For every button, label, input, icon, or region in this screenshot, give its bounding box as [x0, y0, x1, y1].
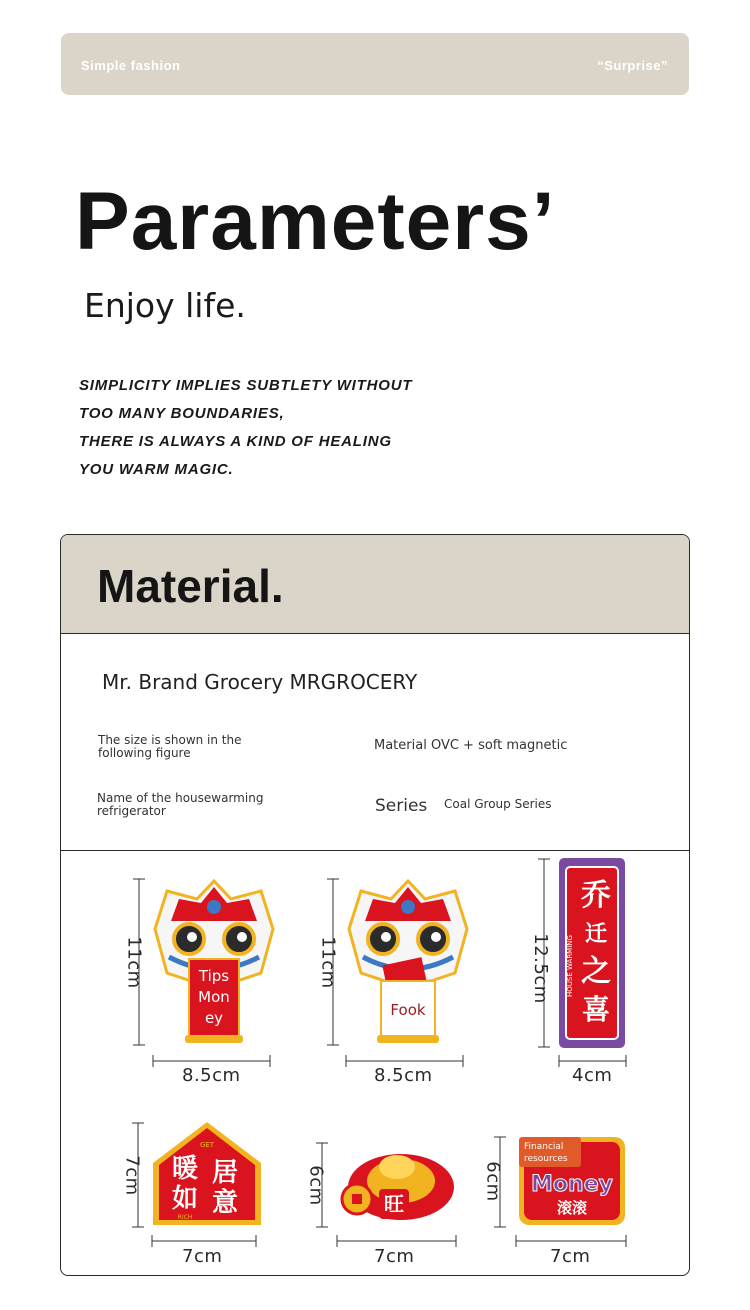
product-text: 居	[211, 1158, 239, 1188]
page-title: Parameters’	[75, 176, 556, 267]
product-text: 迁	[584, 922, 608, 947]
height-label: 11cm	[123, 936, 145, 989]
material-title: Material.	[97, 560, 284, 612]
motto-line: THERE IS ALWAYS A KIND OF HEALING	[79, 433, 392, 450]
product-text: Tips	[198, 967, 230, 985]
height-label: 11cm	[317, 936, 339, 989]
material-info	[61, 634, 689, 851]
width-label: 7cm	[374, 1246, 415, 1267]
product-tag-text: Financial	[524, 1142, 564, 1152]
width-label: 8.5cm	[182, 1065, 241, 1086]
product-text: 之	[581, 954, 611, 989]
height-label: 6cm	[482, 1161, 504, 1202]
gold-ingot-illustration	[335, 1141, 457, 1227]
product-text: 意	[211, 1188, 239, 1218]
product-small-text: GET	[199, 1141, 215, 1149]
lion-fook-illustration	[343, 877, 473, 1047]
material-header	[61, 535, 689, 634]
product-text: 如	[171, 1184, 199, 1214]
size-note: The size is shown in the following figure	[98, 733, 242, 760]
material-card	[60, 534, 690, 1276]
banner-left-text: Simple fashion	[81, 58, 181, 73]
product-text: 乔	[581, 878, 611, 913]
money-sign-illustration	[517, 1135, 627, 1227]
product-text: Mon	[198, 988, 230, 1006]
product-side-text: HOUSE WARMING	[566, 935, 574, 997]
page-subtitle: Enjoy life.	[84, 286, 246, 325]
product-text: 喜	[581, 993, 611, 1026]
series-label: Series	[375, 796, 428, 816]
width-label: 7cm	[550, 1246, 591, 1267]
motto-line: YOU WARM MAGIC.	[79, 461, 234, 478]
material-spec: Material OVC + soft magnetic	[374, 738, 568, 753]
lion-tips-money-illustration	[149, 877, 279, 1047]
product-text: 滚滚	[556, 1199, 588, 1217]
vertical-banner-illustration	[558, 857, 626, 1049]
motto-line: TOO MANY BOUNDARIES,	[79, 405, 285, 422]
size-diagram	[61, 851, 689, 1276]
motto-line: SIMPLICITY IMPLIES SUBTLETY WITHOUT	[79, 377, 413, 394]
product-name-label: Name of the housewarming refrigerator	[97, 791, 264, 818]
product-small-text: RICH	[177, 1214, 193, 1221]
product-text: 旺	[384, 1192, 404, 1216]
motto-block	[79, 372, 412, 484]
height-label: 12.5cm	[529, 933, 551, 1004]
width-label: 4cm	[572, 1065, 613, 1086]
product-text: ey	[204, 1009, 224, 1027]
product-tag-text: resources	[524, 1154, 568, 1164]
series-value: Coal Group Series	[444, 797, 552, 811]
top-banner	[61, 33, 689, 95]
width-label: 8.5cm	[374, 1065, 433, 1086]
product-text: Money	[531, 1172, 613, 1197]
width-label: 7cm	[182, 1246, 223, 1267]
height-label: 7cm	[121, 1155, 143, 1196]
product-text: 暖	[171, 1154, 199, 1184]
product-text: Fook	[390, 1001, 426, 1019]
height-label: 6cm	[305, 1165, 327, 1206]
house-sign-illustration	[149, 1119, 265, 1229]
brand-name: Mr. Brand Grocery MRGROCERY	[102, 670, 418, 694]
banner-right-text: “Surprise”	[597, 58, 668, 73]
